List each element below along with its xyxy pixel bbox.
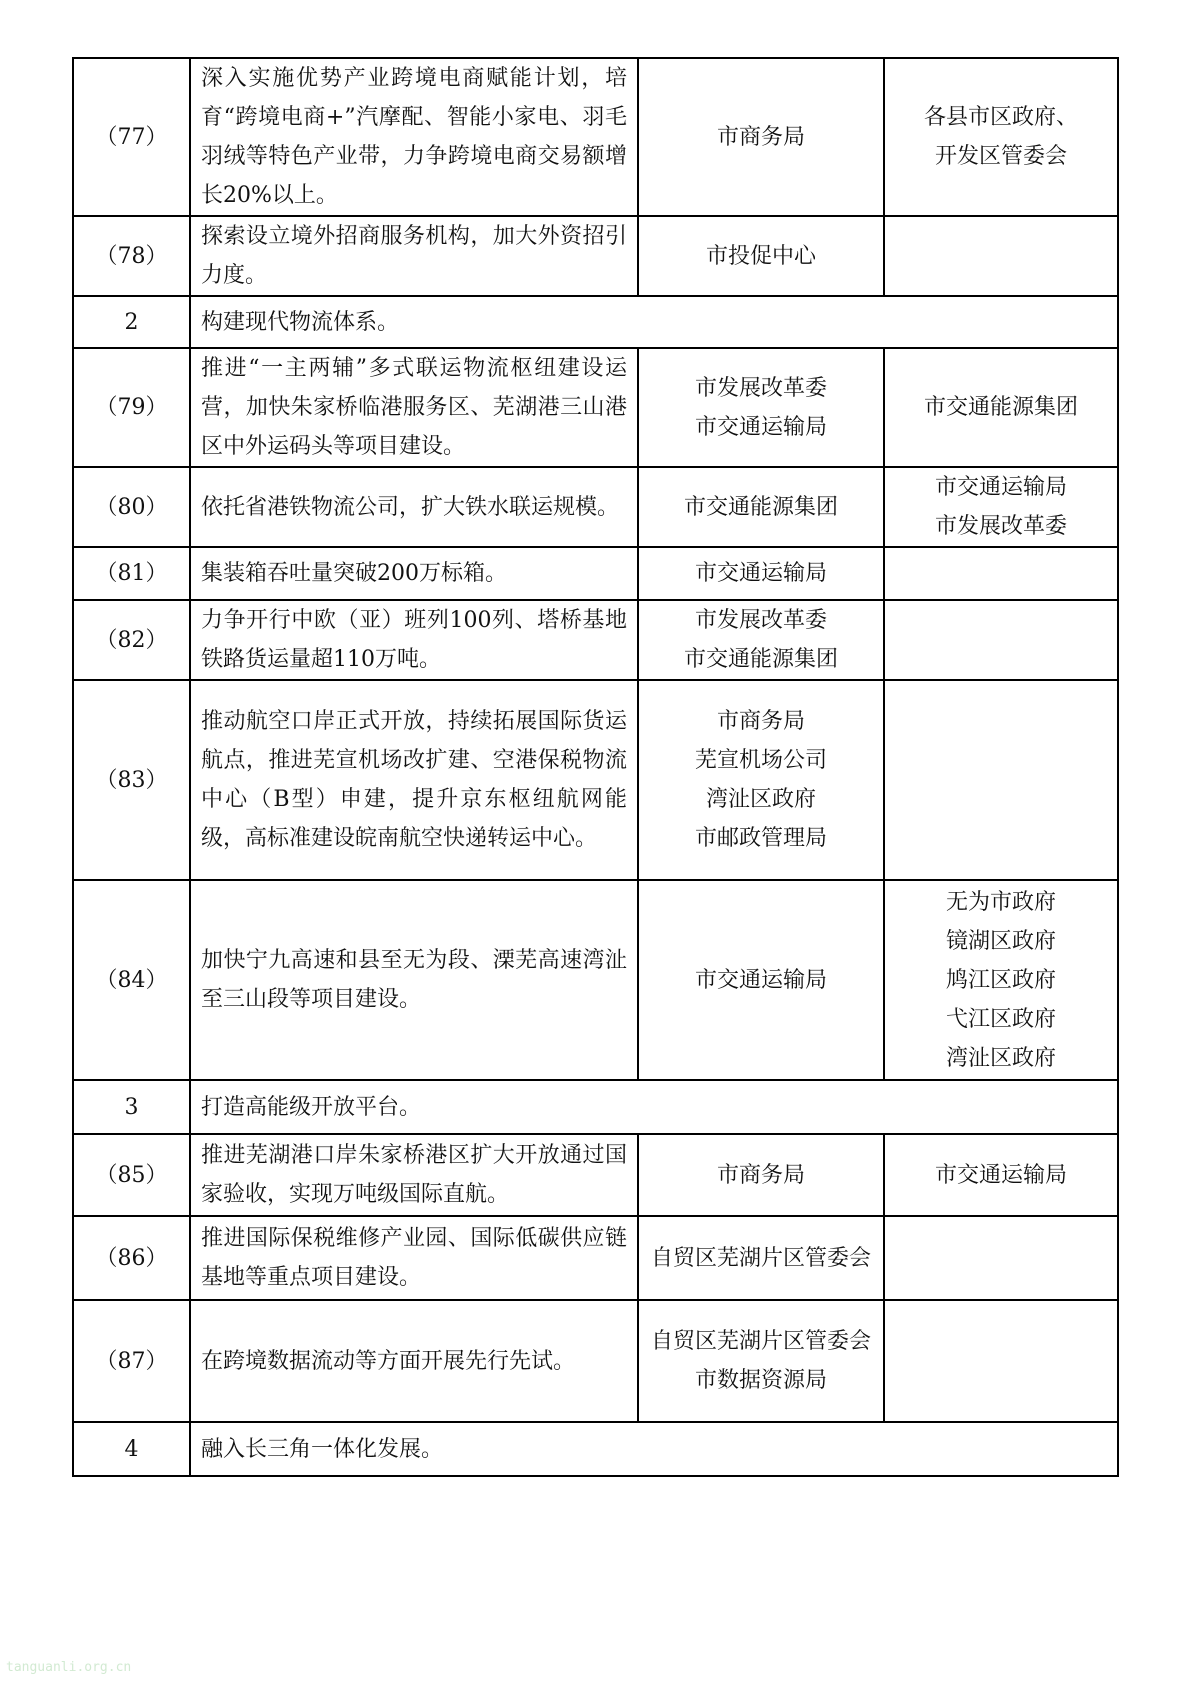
row-number: （77） xyxy=(73,58,190,216)
category-number: 2 xyxy=(73,296,190,348)
cooperating-unit xyxy=(884,547,1118,600)
lead-unit: 市发展改革委 市交通运输局 xyxy=(638,348,884,467)
task-description: 加快宁九高速和县至无为段、溧芜高速湾沚至三山段等项目建设。 xyxy=(190,880,638,1080)
table-row xyxy=(73,600,1118,680)
lead-unit: 市商务局 xyxy=(638,58,884,216)
cooperating-unit: 无为市政府 镜湖区政府 鸠江区政府 弋江区政府 湾沚区政府 xyxy=(884,880,1118,1080)
task-description: 在跨境数据流动等方面开展先行先试。 xyxy=(190,1300,638,1422)
lead-unit: 市交通能源集团 xyxy=(638,467,884,547)
task-description: 推动航空口岸正式开放，持续拓展国际货运航点，推进芜宣机场改扩建、空港保税物流中心（B型）申建，提升京东枢纽航网能级，高标准建设皖南航空快递转运中心。 xyxy=(190,680,638,880)
lead-unit: 市交通运输局 xyxy=(638,547,884,600)
table-row xyxy=(73,1300,1118,1422)
cooperating-unit: 各县市区政府、 开发区管委会 xyxy=(884,58,1118,216)
lead-unit: 市发展改革委 市交通能源集团 xyxy=(638,600,884,680)
category-title: 打造高能级开放平台。 xyxy=(190,1080,1118,1134)
row-number: （85） xyxy=(73,1134,190,1216)
row-number: （84） xyxy=(73,880,190,1080)
watermark: tanguanli.org.cn xyxy=(6,1660,132,1675)
cooperating-unit xyxy=(884,600,1118,680)
lead-unit: 市商务局 芜宣机场公司 湾沚区政府 市邮政管理局 xyxy=(638,680,884,880)
task-description: 探索设立境外招商服务机构，加大外资招引力度。 xyxy=(190,216,638,296)
table-row xyxy=(73,547,1118,600)
category-row xyxy=(73,1080,1118,1134)
lead-unit: 自贸区芜湖片区管委会 xyxy=(638,1216,884,1300)
row-number: （86） xyxy=(73,1216,190,1300)
cooperating-unit: 市交通运输局 xyxy=(884,1134,1118,1216)
category-row xyxy=(73,296,1118,348)
row-number: （79） xyxy=(73,348,190,467)
lead-unit: 市商务局 xyxy=(638,1134,884,1216)
row-number: （82） xyxy=(73,600,190,680)
table-row xyxy=(73,348,1118,467)
table-row xyxy=(73,680,1118,880)
table-row xyxy=(73,467,1118,547)
task-description: 依托省港铁物流公司，扩大铁水联运规模。 xyxy=(190,467,638,547)
category-number: 4 xyxy=(73,1422,190,1476)
table-row xyxy=(73,216,1118,296)
row-number: （78） xyxy=(73,216,190,296)
row-number: （80） xyxy=(73,467,190,547)
task-description: 推进国际保税维修产业园、国际低碳供应链基地等重点项目建设。 xyxy=(190,1216,638,1300)
table-row xyxy=(73,1134,1118,1216)
cooperating-unit xyxy=(884,1300,1118,1422)
task-description: 推进芜湖港口岸朱家桥港区扩大开放通过国家验收，实现万吨级国际直航。 xyxy=(190,1134,638,1216)
table-row xyxy=(73,1216,1118,1300)
category-number: 3 xyxy=(73,1080,190,1134)
cooperating-unit xyxy=(884,1216,1118,1300)
row-number: （87） xyxy=(73,1300,190,1422)
task-table xyxy=(72,57,1119,1477)
task-description: 集装箱吞吐量突破200万标箱。 xyxy=(190,547,638,600)
table-row xyxy=(73,58,1118,216)
category-row xyxy=(73,1422,1118,1476)
lead-unit: 自贸区芜湖片区管委会 市数据资源局 xyxy=(638,1300,884,1422)
task-description: 深入实施优势产业跨境电商赋能计划，培育“跨境电商+”汽摩配、智能小家电、羽毛羽绒等特色产业带，力争跨境电商交易额增长20%以上。 xyxy=(190,58,638,216)
lead-unit: 市交通运输局 xyxy=(638,880,884,1080)
lead-unit: 市投促中心 xyxy=(638,216,884,296)
cooperating-unit: 市交通能源集团 xyxy=(884,348,1118,467)
table-row xyxy=(73,880,1118,1080)
cooperating-unit xyxy=(884,680,1118,880)
cooperating-unit: 市交通运输局 市发展改革委 xyxy=(884,467,1118,547)
category-title: 融入长三角一体化发展。 xyxy=(190,1422,1118,1476)
cooperating-unit xyxy=(884,216,1118,296)
row-number: （83） xyxy=(73,680,190,880)
category-title: 构建现代物流体系。 xyxy=(190,296,1118,348)
task-description: 推进“一主两辅”多式联运物流枢纽建设运营，加快朱家桥临港服务区、芜湖港三山港区中外运码头等项目建设。 xyxy=(190,348,638,467)
row-number: （81） xyxy=(73,547,190,600)
task-description: 力争开行中欧（亚）班列100列、塔桥基地铁路货运量超110万吨。 xyxy=(190,600,638,680)
